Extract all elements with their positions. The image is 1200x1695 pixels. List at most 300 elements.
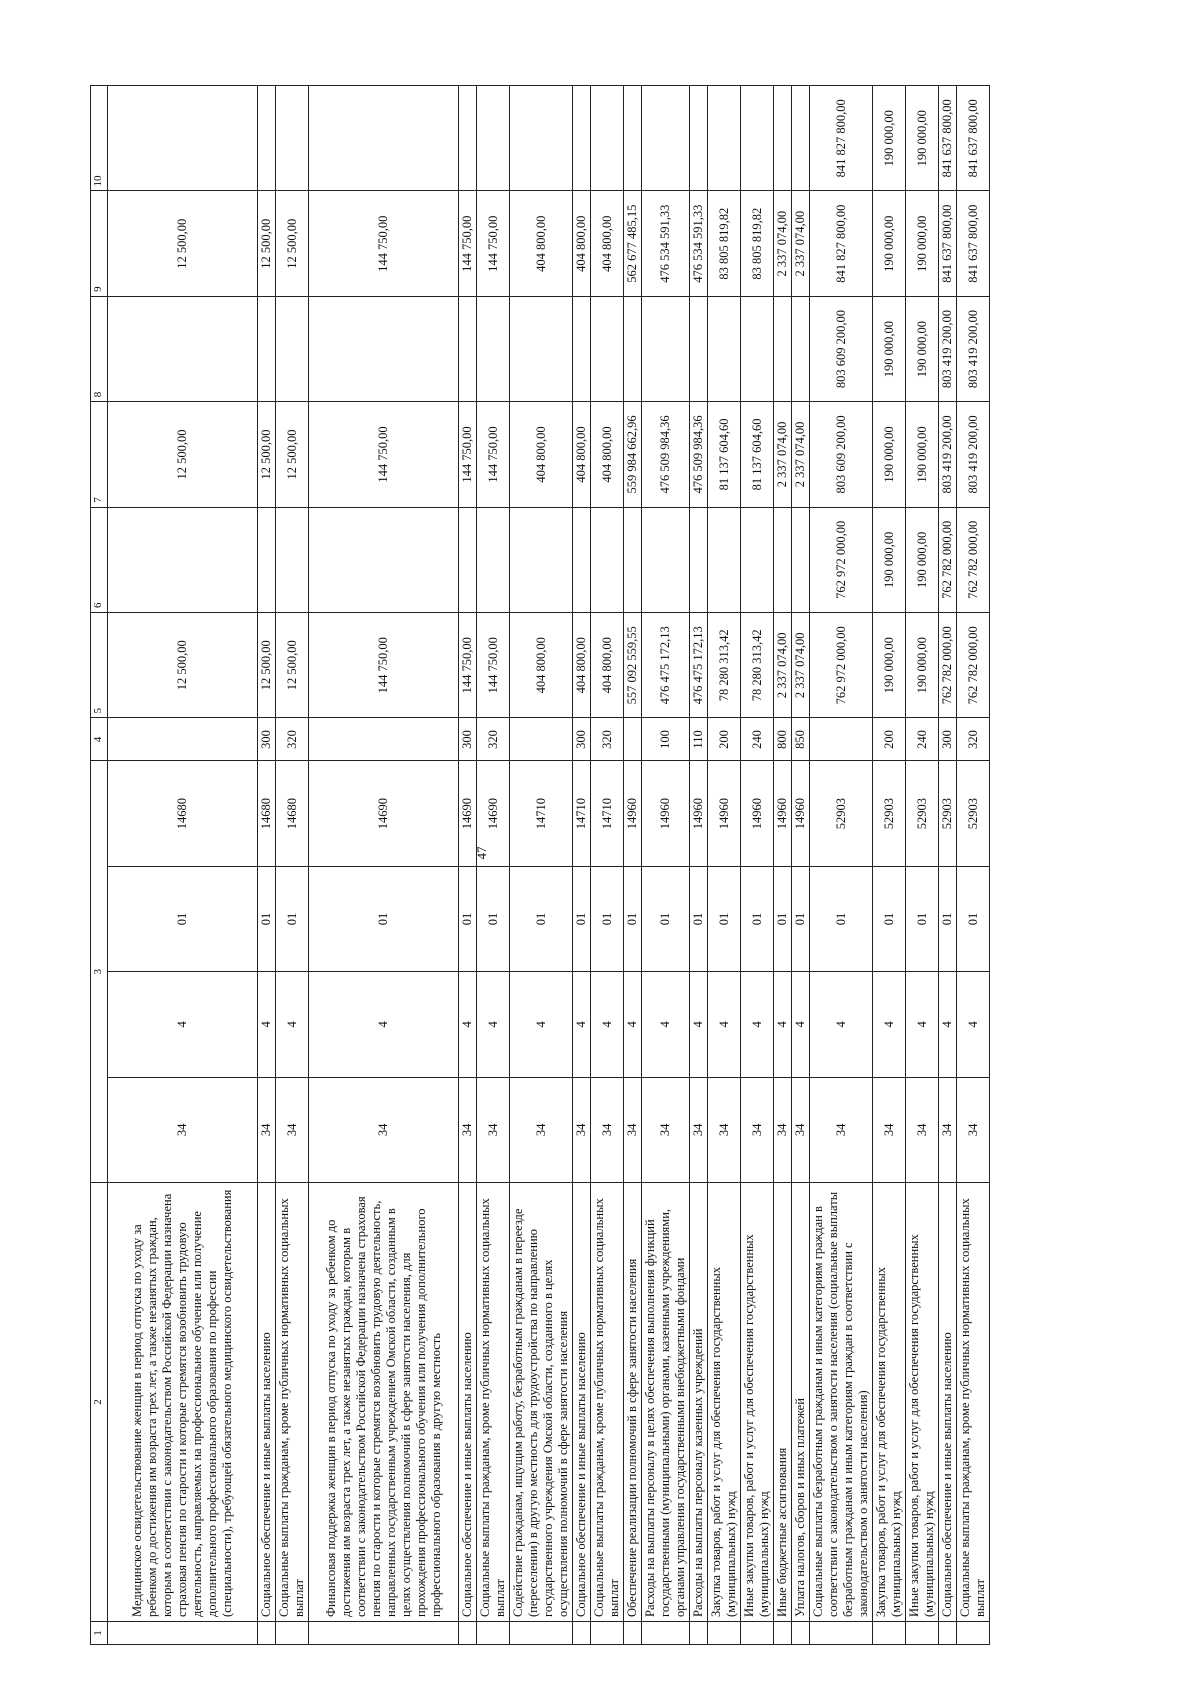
cell-v7: 144 750,00 <box>477 402 510 507</box>
cell-v8 <box>708 296 741 401</box>
cell-s3: 01 <box>510 866 573 971</box>
cell-v10: 841 827 800,00 <box>810 86 873 191</box>
cell-s1: 34 <box>477 1077 510 1182</box>
cell-vr: 320 <box>957 718 990 761</box>
cell-name: Социальные выплаты гражданам, кроме публичных нормативных социальных выплат <box>276 1183 309 1622</box>
cell-blank <box>792 1622 810 1645</box>
cell-s3: 01 <box>690 866 708 971</box>
cell-code: 14960 <box>774 761 792 866</box>
cell-v10 <box>108 86 258 191</box>
cell-v10 <box>774 86 792 191</box>
cell-s2: 4 <box>624 972 642 1077</box>
cell-s2: 4 <box>309 972 459 1077</box>
cell-blank <box>741 1622 774 1645</box>
cell-vr: 100 <box>642 718 690 761</box>
cell-name: Обеспечение реализации полномочий в сфере занятости населения <box>624 1183 642 1622</box>
cell-v10 <box>309 86 459 191</box>
cell-v6: 762 782 000,00 <box>939 507 957 612</box>
cell-v8 <box>624 296 642 401</box>
cell-v6: 762 782 000,00 <box>957 507 990 612</box>
header-cell: 7 <box>91 402 108 507</box>
cell-v6 <box>591 507 624 612</box>
header-cell: 9 <box>91 191 108 296</box>
cell-v8: 190 000,00 <box>873 296 906 401</box>
cell-v9: 12 500,00 <box>258 191 276 296</box>
cell-name: Социальные выплаты гражданам, кроме публичных нормативных социальных выплат <box>591 1183 624 1622</box>
cell-s2: 4 <box>774 972 792 1077</box>
cell-v5: 762 972 000,00 <box>810 613 873 718</box>
cell-v10 <box>276 86 309 191</box>
table-row <box>792 86 810 1645</box>
cell-code: 14710 <box>591 761 624 866</box>
cell-v6 <box>792 507 810 612</box>
cell-name: Расходы на выплаты персоналу казенных учреждений <box>690 1183 708 1622</box>
cell-v7: 190 000,00 <box>873 402 906 507</box>
cell-s3: 01 <box>810 866 873 971</box>
cell-s2: 4 <box>258 972 276 1077</box>
header-cell: 6 <box>91 507 108 612</box>
table-row <box>108 86 258 1645</box>
cell-v9: 404 800,00 <box>573 191 591 296</box>
cell-v7: 559 984 662,96 <box>624 402 642 507</box>
cell-v9: 476 534 591,33 <box>642 191 690 296</box>
cell-v6: 190 000,00 <box>906 507 939 612</box>
cell-v7: 190 000,00 <box>906 402 939 507</box>
cell-vr <box>309 718 459 761</box>
cell-vr <box>810 718 873 761</box>
cell-v10: 190 000,00 <box>906 86 939 191</box>
cell-v7: 2 337 074,00 <box>774 402 792 507</box>
table-row <box>276 86 309 1645</box>
cell-v9: 841 637 800,00 <box>939 191 957 296</box>
cell-blank <box>573 1622 591 1645</box>
cell-v5: 2 337 074,00 <box>774 613 792 718</box>
cell-vr: 240 <box>741 718 774 761</box>
cell-blank <box>642 1622 690 1645</box>
cell-s3: 01 <box>459 866 477 971</box>
cell-s3: 01 <box>939 866 957 971</box>
cell-name: Социальное обеспечение и иные выплаты населению <box>939 1183 957 1622</box>
cell-v8 <box>642 296 690 401</box>
cell-vr <box>624 718 642 761</box>
cell-v10 <box>459 86 477 191</box>
cell-v9: 841 827 800,00 <box>810 191 873 296</box>
cell-v5: 12 500,00 <box>108 613 258 718</box>
cell-blank <box>459 1622 477 1645</box>
cell-v6 <box>708 507 741 612</box>
table-row <box>906 86 939 1645</box>
cell-s3: 01 <box>477 866 510 971</box>
cell-v5: 404 800,00 <box>573 613 591 718</box>
cell-vr: 320 <box>276 718 309 761</box>
cell-s2: 4 <box>459 972 477 1077</box>
cell-s2: 4 <box>939 972 957 1077</box>
cell-code: 52903 <box>939 761 957 866</box>
cell-v5: 557 092 559,55 <box>624 613 642 718</box>
cell-v7: 476 509 984,36 <box>690 402 708 507</box>
cell-vr: 110 <box>690 718 708 761</box>
cell-s2: 4 <box>276 972 309 1077</box>
cell-name: Социальные выплаты гражданам, кроме публичных нормативных социальных выплат <box>957 1183 990 1622</box>
cell-v5: 476 475 172,13 <box>642 613 690 718</box>
cell-code: 14690 <box>459 761 477 866</box>
cell-name: Социальные выплаты безработным гражданам и иным категориям граждан в соответствии с законодательством о занятости населения (социальные выплаты безработным гражданам и иным категориям граждан в соответствии с законодательством о занятости населения) <box>810 1183 873 1622</box>
cell-v8: 803 419 200,00 <box>957 296 990 401</box>
cell-s1: 34 <box>792 1077 810 1182</box>
cell-code: 14710 <box>573 761 591 866</box>
header-cell: 3 <box>91 761 108 1183</box>
cell-v10 <box>642 86 690 191</box>
cell-code: 52903 <box>957 761 990 866</box>
cell-vr <box>510 718 573 761</box>
cell-s1: 34 <box>258 1077 276 1182</box>
cell-v8 <box>477 296 510 401</box>
cell-v7: 81 137 604,60 <box>741 402 774 507</box>
cell-s2: 4 <box>741 972 774 1077</box>
cell-blank <box>108 1622 258 1645</box>
cell-v9: 190 000,00 <box>873 191 906 296</box>
cell-v8: 190 000,00 <box>906 296 939 401</box>
cell-code: 52903 <box>873 761 906 866</box>
header-cell: 10 <box>91 86 108 191</box>
cell-s1: 34 <box>741 1077 774 1182</box>
header-cell: 5 <box>91 613 108 718</box>
cell-v7: 12 500,00 <box>258 402 276 507</box>
cell-v9: 12 500,00 <box>276 191 309 296</box>
cell-v5: 12 500,00 <box>258 613 276 718</box>
cell-v9: 144 750,00 <box>309 191 459 296</box>
cell-vr: 320 <box>591 718 624 761</box>
cell-v9: 83 805 819,82 <box>708 191 741 296</box>
cell-s3: 01 <box>774 866 792 971</box>
header-cell: 8 <box>91 296 108 401</box>
table-row <box>477 86 510 1645</box>
cell-blank <box>939 1622 957 1645</box>
cell-code: 52903 <box>906 761 939 866</box>
cell-v10: 841 637 800,00 <box>957 86 990 191</box>
cell-s3: 01 <box>258 866 276 971</box>
table-row <box>624 86 642 1645</box>
cell-code: 14690 <box>477 761 510 866</box>
cell-s2: 4 <box>810 972 873 1077</box>
cell-s3: 01 <box>624 866 642 971</box>
cell-s1: 34 <box>591 1077 624 1182</box>
cell-s1: 34 <box>573 1077 591 1182</box>
cell-s3: 01 <box>708 866 741 971</box>
cell-s2: 4 <box>906 972 939 1077</box>
cell-s3: 01 <box>792 866 810 971</box>
cell-v10 <box>624 86 642 191</box>
cell-vr <box>108 718 258 761</box>
table-row <box>309 86 459 1645</box>
cell-v6: 762 972 000,00 <box>810 507 873 612</box>
cell-s1: 34 <box>276 1077 309 1182</box>
cell-code: 14960 <box>690 761 708 866</box>
cell-s3: 01 <box>642 866 690 971</box>
cell-v10 <box>477 86 510 191</box>
cell-v9: 404 800,00 <box>591 191 624 296</box>
cell-s3: 01 <box>309 866 459 971</box>
cell-v8 <box>108 296 258 401</box>
cell-v9: 476 534 591,33 <box>690 191 708 296</box>
cell-s1: 34 <box>810 1077 873 1182</box>
cell-vr: 200 <box>873 718 906 761</box>
cell-s1: 34 <box>642 1077 690 1182</box>
cell-vr: 300 <box>573 718 591 761</box>
cell-v5: 144 750,00 <box>477 613 510 718</box>
header-row <box>91 86 108 1645</box>
cell-v9: 2 337 074,00 <box>774 191 792 296</box>
cell-v6 <box>108 507 258 612</box>
cell-s1: 34 <box>690 1077 708 1182</box>
cell-v10: 190 000,00 <box>873 86 906 191</box>
table-row <box>573 86 591 1645</box>
cell-v7: 404 800,00 <box>573 402 591 507</box>
cell-code: 52903 <box>810 761 873 866</box>
cell-s2: 4 <box>108 972 258 1077</box>
cell-v10: 841 637 800,00 <box>939 86 957 191</box>
cell-v7: 12 500,00 <box>276 402 309 507</box>
cell-name: Социальные выплаты гражданам, кроме публичных нормативных социальных выплат <box>477 1183 510 1622</box>
cell-s2: 4 <box>591 972 624 1077</box>
cell-blank <box>309 1622 459 1645</box>
cell-s2: 4 <box>873 972 906 1077</box>
cell-v9: 144 750,00 <box>477 191 510 296</box>
cell-v10 <box>792 86 810 191</box>
cell-v9: 841 637 800,00 <box>957 191 990 296</box>
header-cell: 1 <box>91 1622 108 1645</box>
cell-code: 14960 <box>741 761 774 866</box>
cell-vr: 850 <box>792 718 810 761</box>
cell-v9: 2 337 074,00 <box>792 191 810 296</box>
table-row <box>510 86 573 1645</box>
cell-code: 14710 <box>510 761 573 866</box>
cell-v7: 12 500,00 <box>108 402 258 507</box>
cell-v8 <box>258 296 276 401</box>
cell-s1: 34 <box>873 1077 906 1182</box>
cell-name: Иные закупки товаров, работ и услуг для обеспечения государственных (муниципальных) нужд <box>741 1183 774 1622</box>
table-row <box>591 86 624 1645</box>
cell-s3: 01 <box>957 866 990 971</box>
cell-blank <box>873 1622 906 1645</box>
cell-name: Медицинское освидетельствование женщин в период отпуска по уходу за ребенком до достижения им возраста трех лет, а также незанятых граждан, которым в соответствии с законодательством Российской Федерации назначена страховая пенсия по старости и которые стремятся возобновить трудовую деятельность, направляемых на профессиональное обучение или получение дополнительного профессионального образования по профессии (специальности), требующей обязательного медицинского освидетельствования <box>108 1183 258 1622</box>
cell-blank <box>477 1622 510 1645</box>
page-number: 47 <box>474 846 489 860</box>
cell-v10 <box>591 86 624 191</box>
cell-v7: 404 800,00 <box>591 402 624 507</box>
cell-s1: 34 <box>906 1077 939 1182</box>
cell-v8 <box>459 296 477 401</box>
cell-blank <box>276 1622 309 1645</box>
cell-blank <box>708 1622 741 1645</box>
cell-blank <box>957 1622 990 1645</box>
cell-s1: 34 <box>939 1077 957 1182</box>
cell-s1: 34 <box>957 1077 990 1182</box>
cell-v8 <box>276 296 309 401</box>
header-cell: 4 <box>91 718 108 761</box>
cell-v8: 803 609 200,00 <box>810 296 873 401</box>
cell-name: Финансовая поддержка женщин в период отпуска по уходу за ребенком до достижения им возраста трех лет, а также незанятых граждан, которым в соответствии с законодательством Российской Федерации назначена страховая пенсия по старости и которые стремятся возобновить трудовую деятельность, направленных государственным учреждением Омской области, созданным в целях осуществления полномочий в сфере занятости населения, для прохождения профессионального обучения или получения дополнительного профессионального образования в другую местность <box>309 1183 459 1622</box>
table-row <box>810 86 873 1645</box>
cell-blank <box>906 1622 939 1645</box>
cell-v8 <box>573 296 591 401</box>
cell-name: Иные закупки товаров, работ и услуг для обеспечения государственных (муниципальных) нужд <box>906 1183 939 1622</box>
cell-v6 <box>477 507 510 612</box>
cell-blank <box>774 1622 792 1645</box>
table-row <box>459 86 477 1645</box>
cell-s3: 01 <box>906 866 939 971</box>
cell-code: 14960 <box>708 761 741 866</box>
cell-v10 <box>573 86 591 191</box>
table-row <box>708 86 741 1645</box>
cell-v8 <box>774 296 792 401</box>
table-row <box>741 86 774 1645</box>
cell-v5: 2 337 074,00 <box>792 613 810 718</box>
cell-v5: 144 750,00 <box>309 613 459 718</box>
cell-vr: 320 <box>477 718 510 761</box>
cell-v9: 83 805 819,82 <box>741 191 774 296</box>
cell-v5: 762 782 000,00 <box>939 613 957 718</box>
cell-s3: 01 <box>591 866 624 971</box>
cell-v6 <box>276 507 309 612</box>
table-row <box>957 86 990 1645</box>
cell-v5: 762 782 000,00 <box>957 613 990 718</box>
cell-name: Иные бюджетные ассигнования <box>774 1183 792 1622</box>
cell-code: 14690 <box>309 761 459 866</box>
cell-v5: 404 800,00 <box>510 613 573 718</box>
cell-s2: 4 <box>477 972 510 1077</box>
cell-s3: 01 <box>741 866 774 971</box>
cell-v6 <box>774 507 792 612</box>
cell-name: Социальное обеспечение и иные выплаты населению <box>573 1183 591 1622</box>
cell-v7: 803 609 200,00 <box>810 402 873 507</box>
cell-v5: 404 800,00 <box>591 613 624 718</box>
cell-v7: 144 750,00 <box>309 402 459 507</box>
cell-v6 <box>642 507 690 612</box>
cell-v6 <box>510 507 573 612</box>
cell-v5: 476 475 172,13 <box>690 613 708 718</box>
cell-s1: 34 <box>624 1077 642 1182</box>
cell-vr: 300 <box>939 718 957 761</box>
cell-s1: 34 <box>108 1077 258 1182</box>
cell-blank <box>510 1622 573 1645</box>
cell-v9: 562 677 485,15 <box>624 191 642 296</box>
cell-s3: 01 <box>573 866 591 971</box>
table-row <box>690 86 708 1645</box>
cell-v9: 190 000,00 <box>906 191 939 296</box>
table-row <box>939 86 957 1645</box>
cell-v5: 190 000,00 <box>906 613 939 718</box>
cell-v6 <box>309 507 459 612</box>
cell-v6 <box>741 507 774 612</box>
cell-s3: 01 <box>108 866 258 971</box>
cell-v6 <box>624 507 642 612</box>
cell-v10 <box>258 86 276 191</box>
cell-vr: 200 <box>708 718 741 761</box>
cell-s1: 34 <box>309 1077 459 1182</box>
cell-v6 <box>690 507 708 612</box>
cell-blank <box>258 1622 276 1645</box>
table-row <box>774 86 792 1645</box>
cell-v7: 476 509 984,36 <box>642 402 690 507</box>
cell-s1: 34 <box>510 1077 573 1182</box>
cell-code: 14960 <box>792 761 810 866</box>
cell-v7: 144 750,00 <box>459 402 477 507</box>
cell-s2: 4 <box>510 972 573 1077</box>
cell-vr: 240 <box>906 718 939 761</box>
cell-v7: 404 800,00 <box>510 402 573 507</box>
cell-code: 14680 <box>258 761 276 866</box>
cell-name: Расходы на выплаты персоналу в целях обеспечения выполнения функций государственными (муниципальными) органами, казенными учреждениями, органами управления государственными внебюджетными фондами <box>642 1183 690 1622</box>
cell-v8 <box>741 296 774 401</box>
cell-v5: 190 000,00 <box>873 613 906 718</box>
cell-vr: 800 <box>774 718 792 761</box>
rotated-table-wrapper <box>90 85 1090 1645</box>
cell-code: 14960 <box>624 761 642 866</box>
cell-blank <box>591 1622 624 1645</box>
cell-s3: 01 <box>276 866 309 971</box>
cell-name: Закупка товаров, работ и услуг для обеспечения государственных (муниципальных) нужд <box>708 1183 741 1622</box>
cell-blank <box>810 1622 873 1645</box>
cell-v10 <box>708 86 741 191</box>
cell-s2: 4 <box>957 972 990 1077</box>
cell-v5: 78 280 313,42 <box>708 613 741 718</box>
cell-v7: 2 337 074,00 <box>792 402 810 507</box>
cell-s1: 34 <box>459 1077 477 1182</box>
cell-s1: 34 <box>708 1077 741 1182</box>
cell-v6 <box>573 507 591 612</box>
table-row <box>258 86 276 1645</box>
cell-v8 <box>690 296 708 401</box>
cell-v10 <box>690 86 708 191</box>
cell-v9: 404 800,00 <box>510 191 573 296</box>
table-row <box>642 86 690 1645</box>
cell-v10 <box>510 86 573 191</box>
cell-name: Социальное обеспечение и иные выплаты населению <box>459 1183 477 1622</box>
cell-v7: 81 137 604,60 <box>708 402 741 507</box>
header-cell: 2 <box>91 1183 108 1622</box>
cell-v10 <box>741 86 774 191</box>
budget-table <box>90 85 990 1645</box>
cell-code: 14960 <box>642 761 690 866</box>
cell-s2: 4 <box>690 972 708 1077</box>
cell-v8 <box>792 296 810 401</box>
cell-name: Содействие гражданам, ищущим работу, безработным гражданам в переезде (переселении) в другую местность для трудоустройства по направлению государственного учреждения Омской области, созданного в целях осуществления полномочий в сфере занятости населения <box>510 1183 573 1622</box>
cell-s2: 4 <box>642 972 690 1077</box>
cell-blank <box>690 1622 708 1645</box>
cell-code: 14680 <box>276 761 309 866</box>
cell-code: 14680 <box>108 761 258 866</box>
cell-vr: 300 <box>459 718 477 761</box>
cell-v8: 803 419 200,00 <box>939 296 957 401</box>
cell-v5: 12 500,00 <box>276 613 309 718</box>
cell-s2: 4 <box>792 972 810 1077</box>
cell-s2: 4 <box>708 972 741 1077</box>
cell-v6 <box>258 507 276 612</box>
cell-v8 <box>309 296 459 401</box>
cell-vr: 300 <box>258 718 276 761</box>
cell-v6: 190 000,00 <box>873 507 906 612</box>
cell-v8 <box>591 296 624 401</box>
cell-v8 <box>510 296 573 401</box>
cell-v7: 803 419 200,00 <box>957 402 990 507</box>
cell-v5: 78 280 313,42 <box>741 613 774 718</box>
table-row <box>873 86 906 1645</box>
cell-name: Уплата налогов, сборов и иных платежей <box>792 1183 810 1622</box>
cell-v7: 803 419 200,00 <box>939 402 957 507</box>
cell-v9: 144 750,00 <box>459 191 477 296</box>
cell-name: Закупка товаров, работ и услуг для обеспечения государственных (муниципальных) нужд <box>873 1183 906 1622</box>
